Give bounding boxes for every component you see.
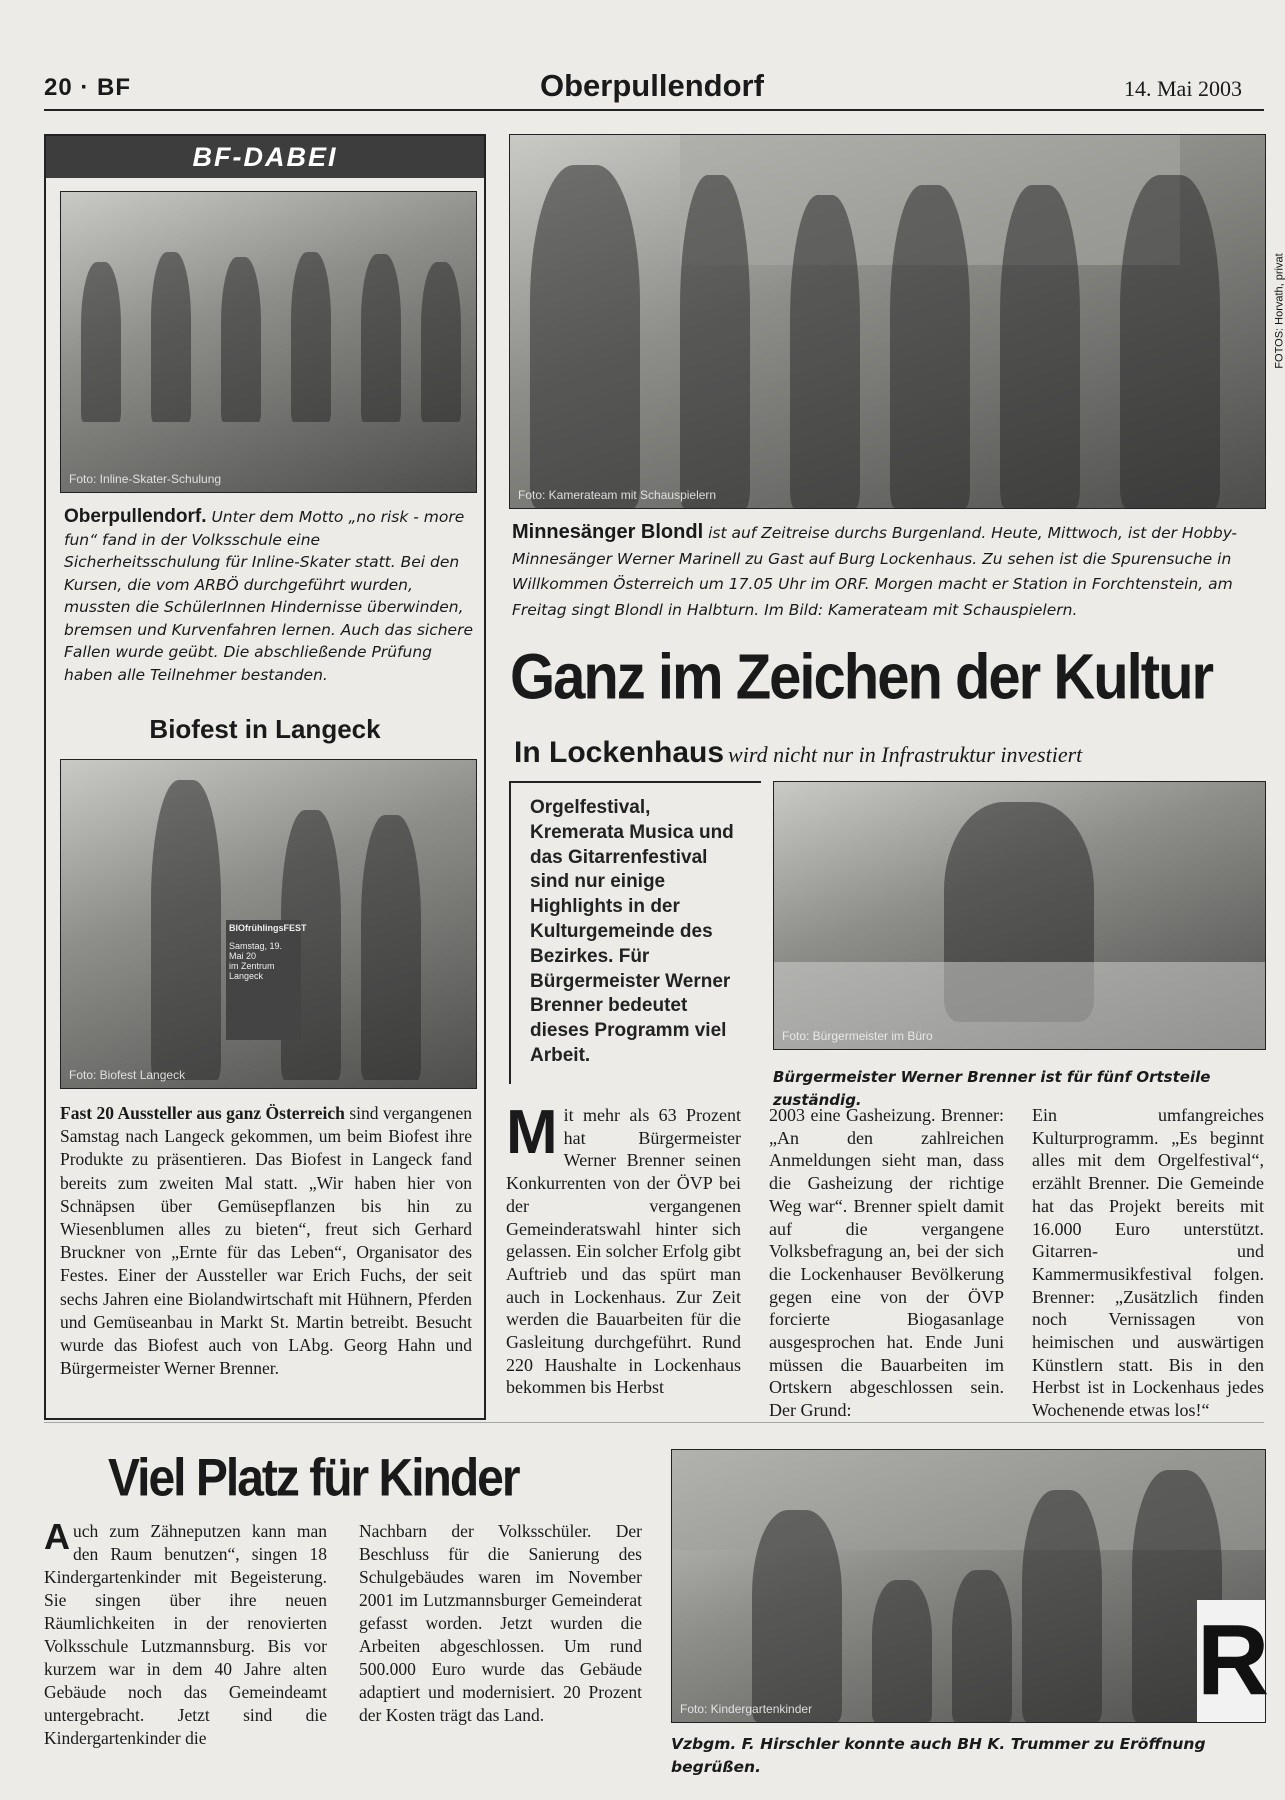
photo-figure	[890, 185, 970, 508]
biofest-sign-title: BIOfrühlingsFEST	[229, 923, 307, 933]
photo-figure	[221, 257, 261, 422]
photo-credit: FOTOS: Horvath, privat	[1273, 253, 1285, 369]
skater-caption-text: Unter dem Motto „no risk - more fun“ fand in der Volksschule eine Sicherheitsschulung für Inline-Skater statt. Bei den Kursen, die vom ARBÖ durchgeführt wurden, mussten die SchülerInnen Hindernisse überwinden, bremsen und Kurvenfahren lernen. Auch das sichere Fallen wurde geübt. Die abschließende Prüfung haben alle Teilnehmer bestanden.	[64, 508, 474, 684]
photo-figure	[1000, 185, 1080, 508]
main-dropcap: M	[506, 1098, 558, 1167]
photo-label: Foto: Biofest Langeck	[69, 1068, 186, 1082]
main-col-3	[1032, 1104, 1264, 1422]
children-caption: Vzbgm. F. Hirschler konnte auch BH K. Trummer zu Eröffnung begrüßen.	[671, 1735, 1206, 1776]
main-intro: Orgelfestival, Kremerata Musica und das Gitarrenfestival sind nur einige Highlights in der Kulturgemeinde des Bezirkes. Für Bürgermeister Werner Brenner bedeutet dieses Programm viel Arbeit.	[530, 797, 734, 1066]
photo-figure	[1120, 175, 1220, 508]
photo-figure	[81, 262, 121, 422]
minnesaenger-caption-lead: Minnesänger Blondl	[512, 521, 704, 543]
page-number: 20 · BF	[44, 74, 132, 101]
photo-figure	[680, 175, 750, 508]
intro-rule-left	[509, 781, 511, 1084]
photo-figure	[151, 252, 191, 422]
photo-figure	[790, 195, 860, 508]
photo-mayor	[773, 781, 1266, 1050]
biofest-body	[60, 1102, 472, 1380]
main-col-1	[506, 1098, 741, 1399]
photo-biofest	[60, 759, 477, 1089]
main-subhead-bold: In Lockenhaus	[514, 736, 725, 769]
photo-label: Foto: Inline-Skater-Schulung	[69, 472, 222, 486]
minnesaenger-caption	[512, 520, 1262, 623]
biofest-sign	[226, 920, 307, 1040]
header-rule	[44, 109, 1264, 111]
biofest-body-text: sind vergangenen Samstag nach Langeck gekommen, um beim Biofest ihre Produkte zu präsentieren. Das Biofest in Langeck fand bereits zum zweiten Mal statt. „Wir haben hier von Schnäpsen über Gemüsepflanzen bis hin zu Wiesenblumen alles zu bieten“, freut sich Gerhard Bruckner von „Ernte für das Leben“, Organisator des Festes. Einer der Aussteller war Erich Fuchs, der seit sechs Jahren eine Biolandwirtschaft mit Hühnern, Pferden und Gemüseanbau in Markt St. Martin betreibt. Besucht wurde das Biofest auch von LAbg. Georg Hahn und Bürgermeister Werner Brenner.	[60, 1103, 472, 1379]
main-col-2	[769, 1104, 1004, 1422]
photo-label: Foto: Bürgermeister im Büro	[782, 1029, 933, 1043]
mayor-caption: Bürgermeister Werner Brenner ist für fünf Ortsteile zuständig.	[773, 1068, 1211, 1109]
photo-figure	[361, 254, 401, 422]
photo-children	[671, 1449, 1270, 1723]
sidebar-banner	[46, 136, 484, 178]
main-subhead	[514, 736, 1082, 770]
section-title: Oberpullendorf	[540, 68, 764, 103]
photo-figure	[952, 1570, 1012, 1722]
biofest-body-lead: Fast 20 Aussteller aus ganz Österreich	[60, 1103, 345, 1123]
biofest-sign-line2: im Zentrum Langeck	[229, 961, 275, 981]
issue-date: 14. Mai 2003	[1124, 76, 1242, 101]
biofest-headline: Biofest in Langeck	[149, 714, 381, 744]
main-col-2-text: 2003 eine Gasheizung. Brenner: „An den zahlreichen Anmeldungen sieht man, dass die Gasheizung der richtige Weg war“. Brenner spielt damit auf die vergangene Volksbefragung an, bei der sich die Lockenhauser Bevölkerung gegen eine von der ÖVP forcierte Biogasanlage ausgesprochen hat. Ende Juni müssen die Bauarbeiten im Ortskern abgeschlossen sein. Der Grund:	[769, 1105, 1004, 1421]
minnesaenger-caption-text: ist auf Zeitreise durchs Burgenland. Heute, Mittwoch, ist der Hobby-Minnesänger Werner Marinell zu Gast auf Burg Lockenhaus. Zu sehen ist die Spurensuche in Willkommen Österreich um 17.05 Uhr im ORF. Morgen macht er Station in Forchtenstein, am Freitag singt Blondl in Halbturn. Im Bild: Kamerateam mit Schauspielern.	[512, 524, 1237, 619]
photo-figure	[361, 815, 421, 1080]
photo-figure	[291, 252, 331, 422]
bottom-col-2	[359, 1520, 642, 1727]
photo-label: Foto: Kamerateam mit Schauspielern	[518, 488, 717, 502]
bottom-col-2-text: Nachbarn der Volksschüler. Der Beschluss für die Sanierung des Schulgebäudes waren im November 2001 im Lutzmannsburger Gemeinderat gefasst worden. Jetzt wurden die Arbeiten abgeschlossen. Um rund 500.000 Euro wurde das Gebäude adaptiert und modernisiert. 20 Prozent der Kosten trägt das Land.	[359, 1521, 642, 1725]
main-col-1-text: it mehr als 63 Prozent hat Bürgermeister Werner Brenner seinen Konkurrenten von der ÖVP bei der vergangenen Gemeinderatswahl hinter sich gelassen. Ein solcher Erfolg gibt Auftrieb und das spürt man auch in Lockenhaus. Zur Zeit werden die Bauarbeiten für die Gasleitung durchgeführt. Rund 220 Haushalte in Lockenhaus bekommen bis Herbst	[506, 1105, 741, 1398]
skater-caption-lead: Oberpullendorf.	[64, 506, 207, 527]
section-divider	[44, 1422, 1264, 1423]
photo-minnesaenger	[509, 134, 1285, 509]
bottom-col-1	[44, 1516, 327, 1750]
photo-label: Foto: Kindergartenkinder	[680, 1702, 813, 1716]
bottom-col-1-text: uch zum Zähneputzen kann man den Raum benutzen“, singen 18 Kindergartenkinder mit Begeisterung. Sie singen über ihre neuen Räumlichkeiten in der renovierten Volksschule Lutzmannsburg. Bis vor kurzem war in dem 40 Jahre alten Gebäude noch das Gemeindeamt untergebracht. Jetzt sind die Kindergartenkinder die	[44, 1521, 327, 1748]
photo-sign-letter: R	[1197, 1600, 1265, 1722]
photo-figure	[151, 780, 221, 1080]
photo-figure	[421, 262, 461, 422]
photo-figure	[1022, 1490, 1102, 1722]
intro-rule-top	[509, 781, 761, 783]
photo-inline-skaters	[60, 191, 477, 493]
photo-figure	[872, 1580, 932, 1722]
skater-caption	[64, 506, 474, 686]
main-headline: Ganz im Zeichen der Kultur	[510, 641, 1213, 713]
photo-figure	[752, 1510, 842, 1722]
biofest-sign-line1: Samstag, 19. Mai 20	[229, 941, 283, 961]
photo-figure	[530, 165, 640, 508]
sidebar-banner-text: BF-DABEI	[192, 142, 338, 172]
bottom-headline: Viel Platz für Kinder	[108, 1449, 519, 1508]
main-col-3-text: Ein umfangreiches Kulturprogramm. „Es beginnt alles mit dem Orgelfestival“, erzählt Brenner. Die Gemeinde hat das Projekt bereits mit 16.000 Euro unterstützt. Gitarren- und Kammermusikfestival folgen. Brenner: „Zusätzlich finden noch Vernissagen von heimischen und auswärtigen Künstlern statt. Bis in den Herbst ist in Lockenhaus jedes Wochenende etwas los!“	[1032, 1105, 1264, 1421]
main-subhead-italic: wird nicht nur in Infrastruktur investiert	[728, 742, 1083, 767]
bottom-dropcap: A	[44, 1516, 70, 1557]
